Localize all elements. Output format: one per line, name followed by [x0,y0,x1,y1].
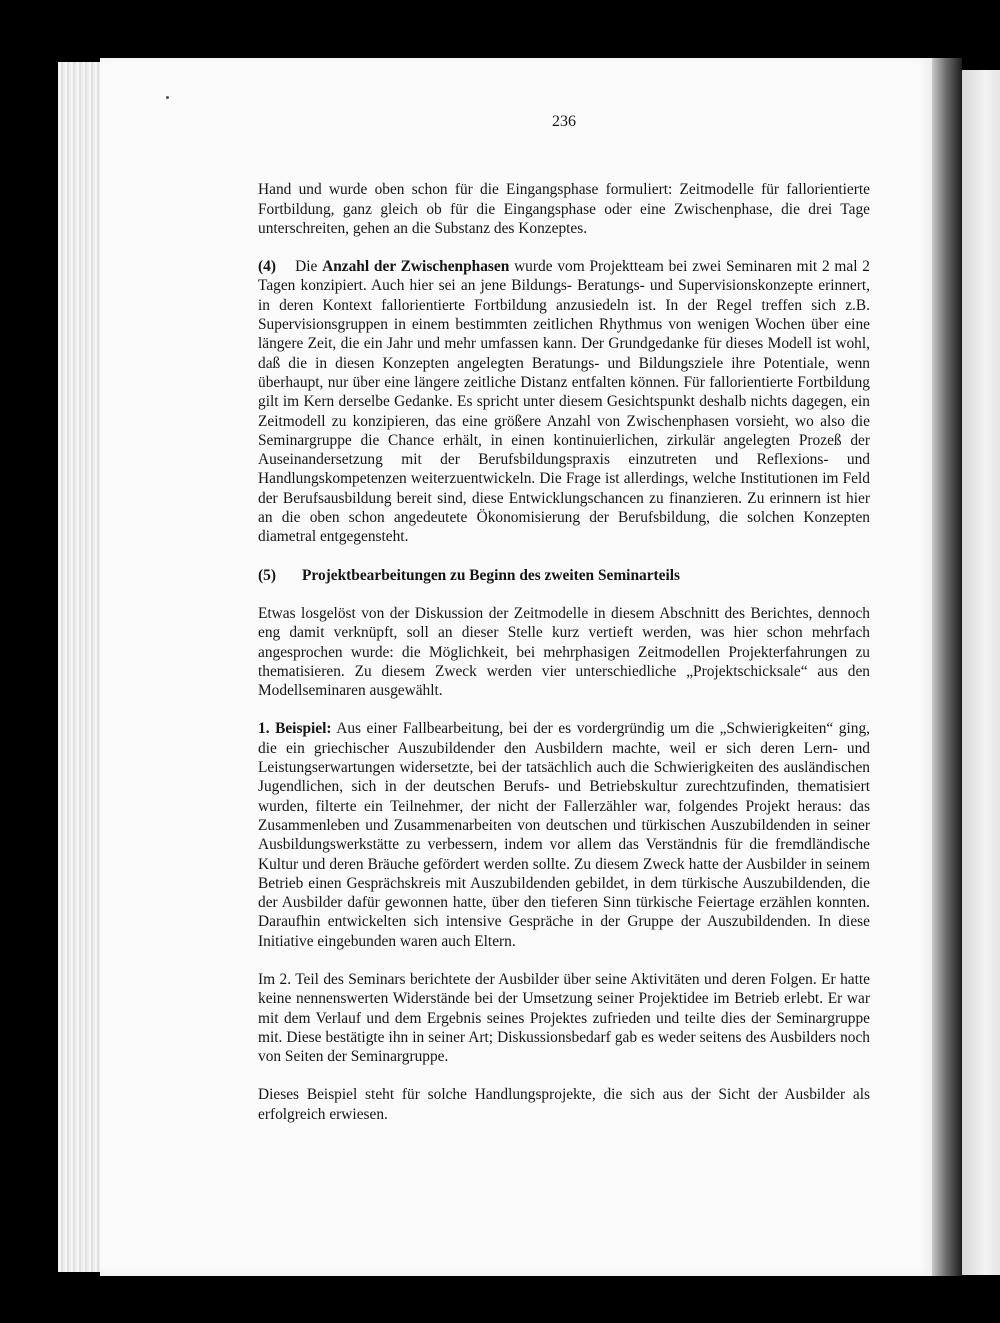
section-4-body: wurde vom Projektteam bei zwei Seminaren mit 2 mal 2 Tagen konzipiert. Auch hier sei an jene Bildungs- Beratungs- und Supervisionskonzepte erinnert, in deren Kontext fallorientierte Fortbildung anzusiedeln ist. In der Regel treffen sich z.B. Supervisionsgruppen in einem bestimmten zeitlichen Rhythmus von wenigen Wochen über eine längere Zeit, die ein Jahr und mehr umfassen kann. Der Grundgedanke für dieses Modell ist wohl, daß die in diesen Konzepten angelegten Beratungs- und Bildungsziele ihre Potentiale, wenn überhaupt, nur über eine längere zeitliche Distanz entfalten können. Für fallorientierte Fortbildung gilt im Kern derselbe Gedanke. Es spricht unter diesem Gesichtspunkt deshalb nichts dagegen, ein Zeitmodell zu konzipieren, das eine größere Anzahl von Zwischenphasen vorsieht, wo also die Seminargruppe die Chance erhält, in einen kontinuierlichen, zirkulär angelegten Prozeß der Auseinandersetzung mit der Berufsbildungspraxis einzutreten und Reflexions- und Handlungskompetenzen weiterzuentwickeln. Die Frage ist allerdings, welche Institutionen im Feld der Berufsausbildung bereit sind, diese Entwicklungschancen zu finanzieren. Zu erinnern ist hier an die oben schon angedeutete Ökonomisierung der Berufsbildung, die solchen Konzepten diametral entgegensteht. [258,258,870,546]
paragraph-example-1 [258,719,870,951]
facing-page-edge [962,70,1000,1275]
page-number: 236 [552,113,576,130]
paragraph-section-4 [258,257,870,546]
book-gutter [932,58,962,1276]
scan-speck [166,96,169,99]
example-1-body: Aus einer Fallbearbeitung, bei der es vordergründig um die „Schwierigkeiten“ ging, die ein griechischer Auszubildender den Ausbildern machte, weil er sich deren Lern- und Leistungserwartungen widersetzte, bei der tatsächlich auch die Schwierigkeiten des ausländischen Jugendlichen, sich in der deutschen Berufs- und Betriebskultur zurechtzufinden, thematisiert wurden, filterte ein Teilnehmer, der nicht der Fallerzähler war, folgendes Projekt heraus: das Zusammenleben und Zusammenarbeiten von deutschen und türkischen Auszubildenden in seiner Ausbildungswerkstätte zu verbessern, indem vor allem das Verständnis für die fremdländische Kultur und deren Bräuche gefördert werden sollte. Zu diesem Zweck hatte der Ausbilder in seinem Betrieb einen Gesprächskreis mit Auszubildenden gebildet, in dem türkische Auszubildenden, die der Ausbilder dafür gewonnen hatte, über den tieferen Sinn türkische Feiertage erzählen konnten. Daraufhin entwickelten sich intensive Gespräche in der Gruppe der Auszubildenden. In diese Initiative eingebunden waren auch Eltern. [258,720,870,950]
example-1-label: 1. Beispiel: [258,720,332,738]
paragraph-conclusion: Dieses Beispiel steht für solche Handlungsprojekte, die sich aus der Sicht der Ausbilder als erfolgreich erwiesen. [258,1086,870,1123]
section-5-number: (5) [258,566,276,584]
section-5-heading [258,566,870,585]
section-4-bold-term: Anzahl der Zwischenphasen [322,258,510,276]
page-text [258,112,870,1124]
paragraph-seminar-part-2: Im 2. Teil des Seminars berichtete der Ausbilder über seine Aktivitäten und deren Folgen. Er hatte keine nennenswerten Widerstände bei der Umsetzung seiner Projektidee im Betrieb erlebt. Er war mit dem Verlauf und dem Ergebnis seines Projektes zufrieden und teilte dies der Seminargruppe mit. Diese bestätigte ihn in seiner Art; Diskussionsbedarf gab es weder seitens des Ausbilders noch von Seiten der Seminargruppe. [258,970,870,1066]
paragraph-intro: Hand und wurde oben schon für die Eingangsphase formuliert: Zeitmodelle für fallorientierte Fortbildung, ganz gleich ob für die Eingangsphase oder eine Zwischenphase, die drei Tage unterschreiten, gehen an die Substanz des Konzeptes. [258,181,870,237]
paragraph-section-5-intro: Etwas losgelöst von der Diskussion der Zeitmodelle in diesem Abschnitt des Berichtes, dennoch eng damit verknüpft, soll an dieser Stelle kurz vertieft werden, was hier schon mehrfach angesprochen wurde: die Möglichkeit, bei mehrphasigen Zeitmodellen Projekterfahrungen zu thematisieren. Zu diesem Zweck werden vier unterschiedliche „Projektschicksale“ aus den Modellseminaren ausgewählt. [258,604,870,700]
section-4-label: (4) [258,258,276,276]
section-5-title: Projektbearbeitungen zu Beginn des zweiten Seminarteils [302,566,681,584]
section-4-pre: Die [295,258,323,276]
